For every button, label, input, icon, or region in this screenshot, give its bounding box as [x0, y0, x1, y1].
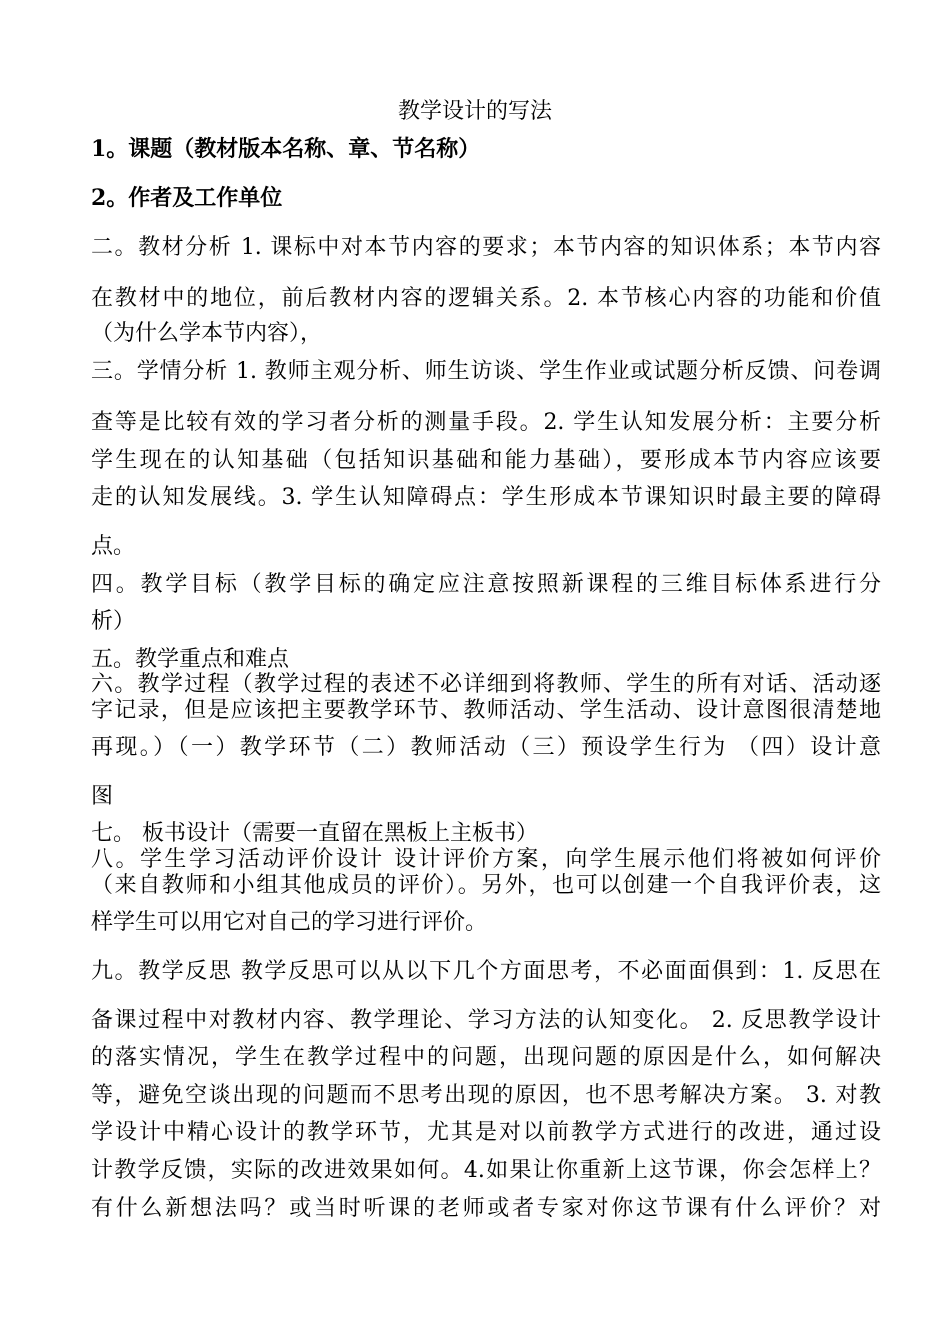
text-line: 字记录，但是应该把主要教学环节、教师活动、学生活动、设计意图很清楚地 [91, 698, 881, 723]
text-line: 析） [91, 609, 136, 634]
text-line: 四。教学目标（教学目标的确定应注意按照新课程的三维目标体系进行分 [91, 572, 881, 597]
text-line: 六。教学过程（教学过程的表述不必详细到将教师、学生的所有对话、活动逐 [91, 672, 881, 697]
text-line: 走的认知发展线。3. 学生认知障碍点：学生形成本节课知识时最主要的障碍 [91, 485, 881, 510]
text-line: 有什么新想法吗？或当时听课的老师或者专家对你这节课有什么评价？对 [91, 1196, 881, 1221]
text-line: 2。作者及工作单位 [91, 185, 283, 211]
text-line: 查等是比较有效的学习者分析的测量手段。2. 学生认知发展分析：主要分析 [91, 410, 881, 435]
text-line: 再现。）（一）教学环节（二）教师活动（三）预设学生行为 （四）设计意 [91, 735, 881, 760]
document-title: 教学设计的写法 [397, 99, 552, 124]
text-line: 八。学生学习活动评价设计 设计评价方案，向学生展示他们将被如何评价 [91, 847, 881, 872]
text-line: 计教学反馈，实际的改进效果如何。4.如果让你重新上这节课，你会怎样上？ [91, 1158, 881, 1183]
text-line: 备课过程中对教材内容、教学理论、学习方法的认知变化。 2. 反思教学设计 [91, 1008, 881, 1033]
text-line: 三。学情分析 1. 教师主观分析、师生访谈、学生作业或试题分析反馈、问卷调 [91, 359, 881, 384]
text-line: 等，避免空谈出现的问题而不思考出现的原因，也不思考解决方案。 3. 对教 [91, 1083, 881, 1108]
text-line: （来自教师和小组其他成员的评价）。另外，也可以创建一个自我评价表，这 [91, 873, 881, 898]
text-line: 学设计中精心设计的教学环节，尤其是对以前教学方式进行的改进，通过设 [91, 1120, 881, 1145]
text-line: 九。教学反思 教学反思可以从以下几个方面思考，不必面面俱到：1. 反思在 [91, 959, 881, 984]
text-line: 的落实情况，学生在教学过程中的问题，出现问题的原因是什么，如何解决 [91, 1045, 881, 1070]
text-line: （为什么学本节内容）， [91, 321, 323, 346]
text-line: 七。 板书设计（需要一直留在黑板上主板书） [91, 821, 538, 846]
text-line: 点。 [91, 534, 136, 559]
text-line: 在教材中的地位，前后教材内容的逻辑关系。2. 本节核心内容的功能和价值 [91, 286, 881, 311]
text-line: 五。教学重点和难点 [91, 647, 290, 672]
text-line: 1。课题（教材版本名称、章、节名称） [91, 136, 481, 162]
text-line: 样学生可以用它对自己的学习进行评价。 [91, 910, 488, 935]
text-line: 二。教材分析 1. 课标中对本节内容的要求；本节内容的知识体系；本节内容 [91, 235, 881, 260]
text-line: 图 [91, 784, 114, 809]
text-line: 学生现在的认知基础（包括知识基础和能力基础），要形成本节内容应该要 [91, 448, 881, 473]
